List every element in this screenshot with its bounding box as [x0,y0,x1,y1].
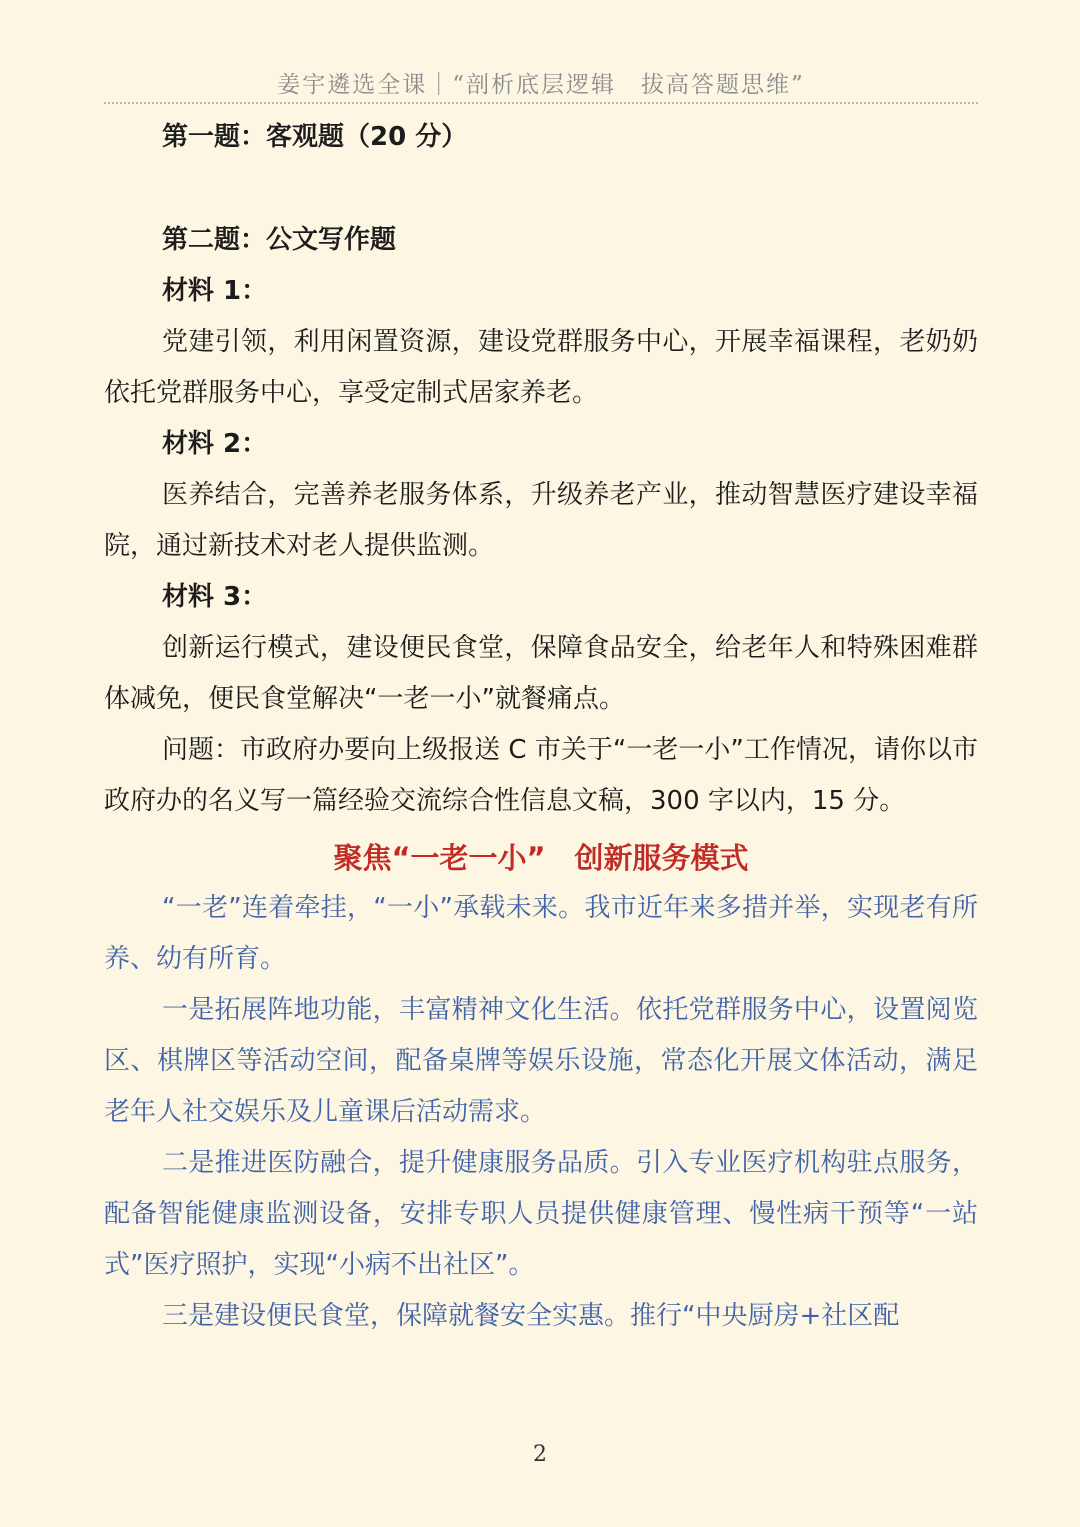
material-2-text: 医养结合，完善养老服务体系，升级养老产业，推动智慧医疗建设幸福院，通过新技术对老人提供监测。 [104,480,978,561]
article-paragraph: 一是拓展阵地功能，丰富精神文化生活。依托党群服务中心，设置阅览区、棋牌区等活动空间，配备桌牌等娱乐设施，常态化开展文体活动，满足老年人社交娱乐及儿童课后活动需求。 [104,995,978,1127]
question-1-heading: 第一题：客观题（20 分） [162,122,468,152]
material-3-label: 材料 3： [162,582,268,612]
material-1-label: 材料 1： [162,276,268,306]
question-2-heading: 第二题：公文写作题 [162,225,397,255]
question-text: 问题：市政府办要向上级报送 C 市关于“一老一小”工作情况，请你以市政府办的名义写一篇经验交流综合性信息文稿，300 字以内，15 分。 [104,735,978,816]
material-2-label: 材料 2： [162,429,268,459]
page-number: 2 [533,1442,547,1467]
blank-line [104,163,978,215]
article-paragraph: “一老”连着牵挂，“一小”承载未来。我市近年来多措并举，实现老有所养、幼有所育。 [104,893,978,974]
material-3-text: 创新运行模式，建设便民食堂，保障食品安全，给老年人和特殊困难群体减免，便民食堂解决“一老一小”就餐痛点。 [104,633,978,714]
material-1-text: 党建引领，利用闲置资源，建设党群服务中心，开展幸福课程，老奶奶依托党群服务中心，享受定制式居家养老。 [104,327,978,408]
article-paragraph: 二是推进医防融合，提升健康服务品质。引入专业医疗机构驻点服务，配备智能健康监测设备，安排专职人员提供健康管理、慢性病干预等“一站式”医疗照护，实现“小病不出社区”。 [104,1148,978,1280]
page-header [104,64,978,104]
article-paragraph: 三是建设便民食堂，保障就餐安全实惠。推行“中央厨房+社区配 [162,1301,900,1331]
header-title: 姜宇遴选全课｜“剖析底层逻辑 拔高答题思维” [277,72,805,98]
page-content [104,112,978,1342]
article-title: 聚焦“一老一小” 创新服务模式 [333,841,749,875]
